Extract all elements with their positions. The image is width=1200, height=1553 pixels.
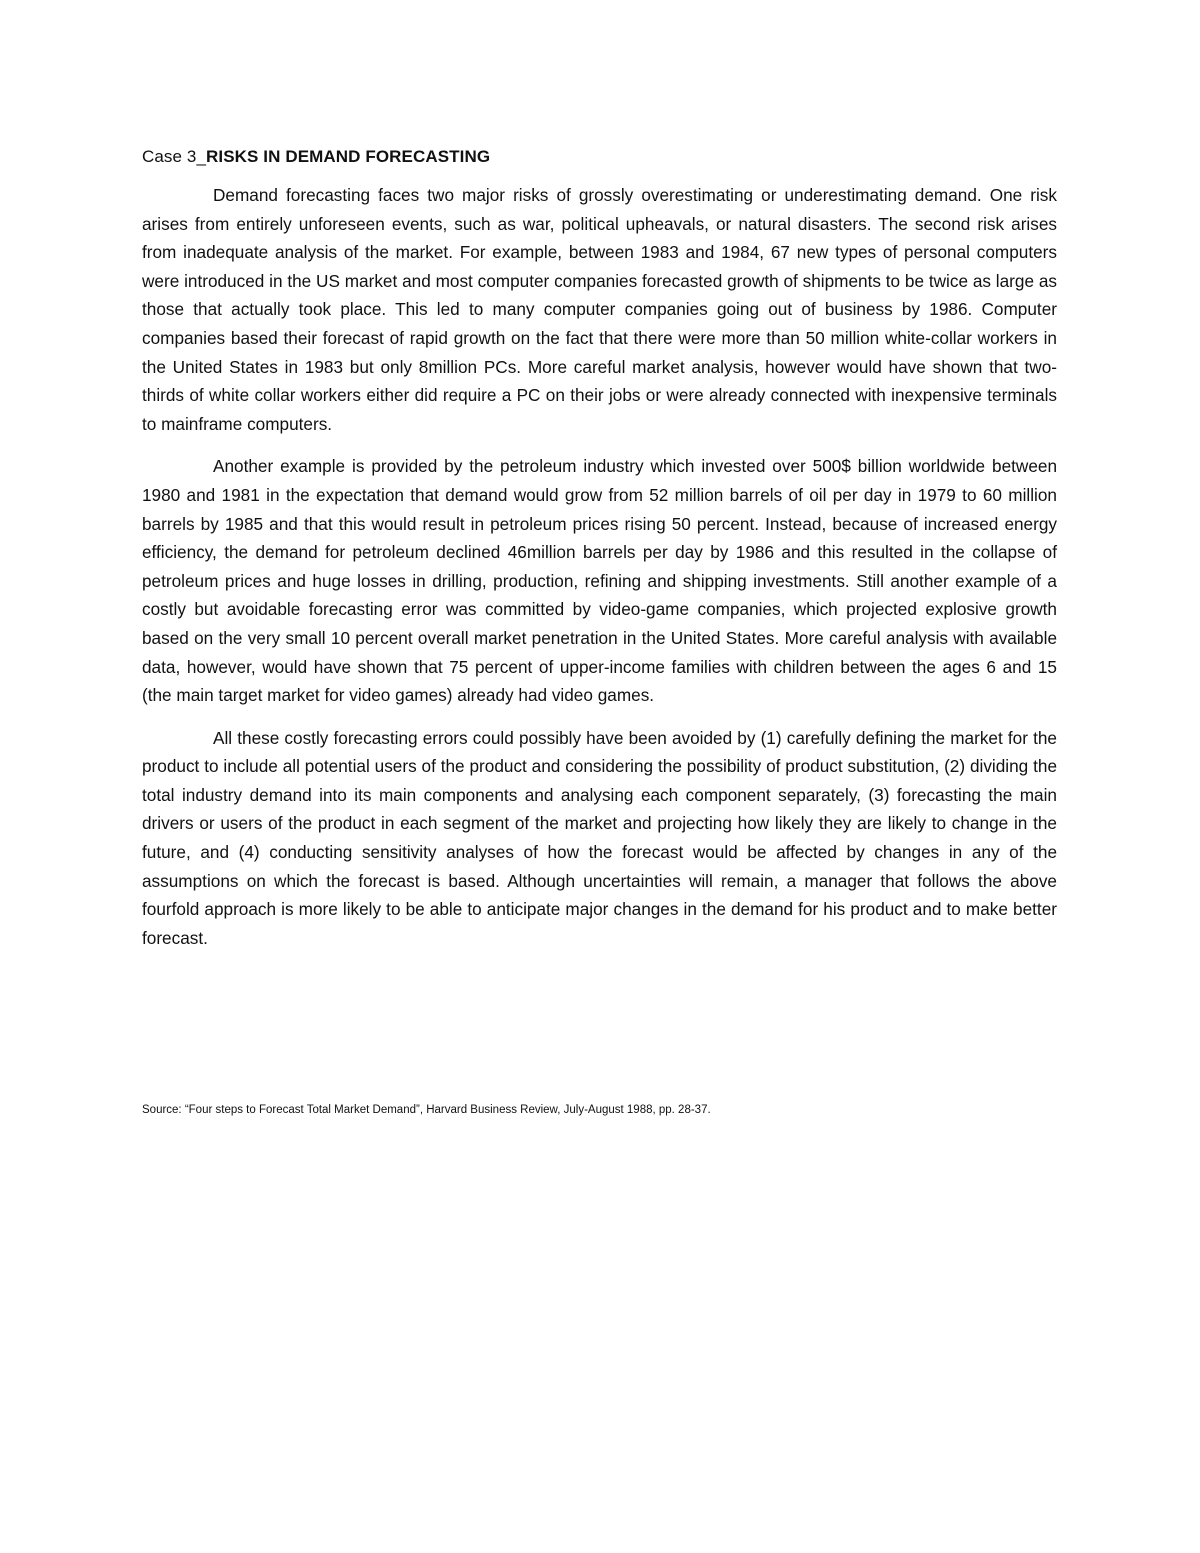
title-main: RISKS IN DEMAND FORECASTING: [206, 147, 491, 166]
source-citation: Source: “Four steps to Forecast Total Market Demand”, Harvard Business Review, July-August 1988, pp. 28-37.: [142, 1104, 711, 1116]
title-prefix: Case 3_: [142, 147, 207, 166]
paragraph-2: Another example is provided by the petroleum industry which invested over 500$ billion worldwide between 1980 and 1981 in the expectation that demand would grow from 52 million barrels of oil per day in 1979 to 60 million barrels by 1985 and that this would result in petroleum prices rising 50 percent. Instead, because of increased energy efficiency, the demand for petroleum declined 46million barrels per day by 1986 and this resulted in the collapse of petroleum prices and huge losses in drilling, production, refining and shipping investments. Still another example of a costly but avoidable forecasting error was committed by video-game companies, which projected explosive growth based on the very small 10 percent overall market penetration in the United States. More careful analysis with available data, however, would have shown that 75 percent of upper-income families with children between the ages 6 and 15 (the main target market for video games) already had video games.: [142, 456, 1057, 706]
paragraph-3: All these costly forecasting errors could possibly have been avoided by (1) carefully defining the market for the product to include all potential users of the product and considering the possibility of product substitution, (2) dividing the total industry demand into its main components and analysing each component separately, (3) forecasting the main drivers or users of the product in each segment of the market and projecting how likely they are likely to change in the future, and (4) conducting sensitivity analyses of how the forecast would be affected by changes in any of the assumptions on which the forecast is based. Although uncertainties will remain, a manager that follows the above fourfold approach is more likely to be able to anticipate major changes in the demand for his product and to make better forecast.: [142, 727, 1057, 948]
paragraph-1: Demand forecasting faces two major risks of grossly overestimating or underestimating demand. One risk arises from entirely unforeseen events, such as war, political upheavals, or natural disasters. The second risk arises from inadequate analysis of the market. For example, between 1983 and 1984, 67 new types of personal computers were introduced in the US market and most computer companies forecasted growth of shipments to be twice as large as those that actually took place. This led to many computer companies going out of business by 1986. Computer companies based their forecast of rapid growth on the fact that there were more than 50 million white-collar workers in the United States in 1983 but only 8million PCs. More careful market analysis, however would have shown that two-thirds of white collar workers either did require a PC on their jobs or were already connected with inexpensive terminals to mainframe computers.: [142, 185, 1057, 434]
document-body: [142, 147, 1057, 966]
document-title: [142, 147, 1057, 167]
